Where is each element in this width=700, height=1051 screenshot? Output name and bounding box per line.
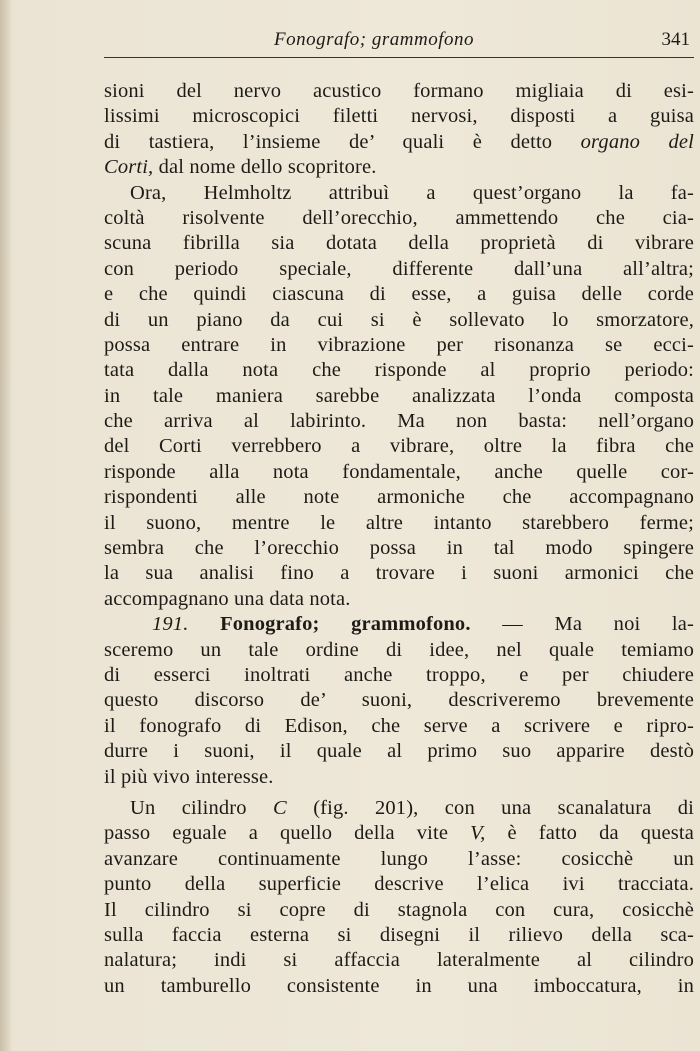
text-line: con periodo speciale, differente dall’una all’altra; bbox=[104, 257, 694, 280]
text-line: sulla faccia esterna si disegni il rilievo della sca- bbox=[104, 923, 694, 946]
section-heading-line: 191. Fonografo; grammofono. — Ma noi la- bbox=[152, 613, 694, 636]
text-line: Il cilindro si copre di stagnola con cura, cosicchè bbox=[104, 898, 694, 921]
text-line: lissimi microscopici filetti nervosi, disposti a guisa bbox=[104, 105, 694, 128]
text-line: la sua analisi fino a trovare i suoni armonici che bbox=[104, 562, 694, 585]
text-line: il più vivo interesse. bbox=[104, 765, 274, 788]
text-line: di un piano da cui si è sollevato lo smorzatore, bbox=[104, 308, 694, 331]
text-line: che arriva al labirinto. Ma non basta: nell’organo bbox=[104, 410, 694, 433]
italic-term: Corti, bbox=[104, 156, 154, 179]
section-number: 191. bbox=[152, 613, 189, 636]
text-line: Un cilindro C (fig. 201), con una scanalatura di bbox=[130, 796, 695, 819]
header-rule bbox=[104, 57, 694, 58]
page-gutter bbox=[0, 0, 10, 1051]
text-line: in tale maniera sarebbe analizzata l’onda composta bbox=[104, 384, 694, 407]
text-line: coltà risolvente dell’orecchio, ammettendo che cia- bbox=[104, 206, 694, 229]
text-line: avanzare continuamente lungo l’asse: cosicchè un bbox=[104, 847, 694, 870]
text-line: accompagnano una data nota. bbox=[104, 587, 351, 610]
text-line: del Corti verrebbero a vibrare, oltre la fibra che bbox=[104, 435, 694, 458]
text-line: Ora, Helmholtz attribuì a quest’organo la fa- bbox=[130, 181, 694, 204]
text-line: il fonografo di Edison, che serve a scrivere e ripro- bbox=[104, 714, 694, 737]
text-line: nalatura; indi si affaccia lateralmente al cilindro bbox=[104, 949, 694, 972]
text-line: tata dalla nota che risponde al proprio periodo: bbox=[104, 359, 694, 382]
italic-term: organo del bbox=[580, 130, 694, 153]
text-line: di tastiera, l’insieme de’ quali è detto organo del bbox=[104, 130, 694, 153]
running-title: Fonografo; grammofono bbox=[274, 29, 474, 50]
text-line: possa entrare in vibrazione per risonanza se ecci- bbox=[104, 333, 694, 356]
italic-term: C bbox=[273, 796, 287, 819]
text-line: durre i suoni, il quale al primo suo apparire destò bbox=[104, 740, 694, 763]
section-title: Fonografo; grammofono. bbox=[220, 613, 471, 636]
text-line: un tamburello consistente in una imboccatura, in bbox=[104, 974, 694, 997]
text-line: Corti, dal nome dello scopritore. bbox=[104, 156, 377, 179]
text-line: il suono, mentre le altre intanto starebbero ferme; bbox=[104, 511, 694, 534]
text-line: sioni del nervo acustico formano migliaia di esi- bbox=[104, 80, 694, 102]
page-number: 341 bbox=[661, 29, 690, 50]
body-text bbox=[104, 79, 694, 999]
italic-term: V, bbox=[470, 822, 486, 845]
text-line: questo discorso de’ suoni, descriveremo brevemente bbox=[104, 689, 694, 712]
text-line: scuna fibrilla sia dotata della proprietà di vibrare bbox=[104, 232, 694, 255]
text-line: passo eguale a quello della vite V, è fatto da questa bbox=[104, 822, 695, 845]
text-line: risponde alla nota fondamentale, anche quelle cor- bbox=[104, 460, 694, 483]
text-line: rispondenti alle note armoniche che accompagnano bbox=[104, 486, 694, 509]
text-line: e che quindi ciascuna di esse, a guisa delle corde bbox=[104, 283, 694, 306]
text-line: sceremo un tale ordine di idee, nel quale temiamo bbox=[104, 638, 694, 661]
running-header bbox=[104, 27, 694, 53]
text-line: di esserci inoltrati anche troppo, e per chiudere bbox=[104, 663, 694, 686]
text-line: sembra che l’orecchio possa in tal modo spingere bbox=[104, 537, 694, 560]
text-line: punto della superficie descrive l’elica ivi tracciata. bbox=[104, 873, 694, 896]
